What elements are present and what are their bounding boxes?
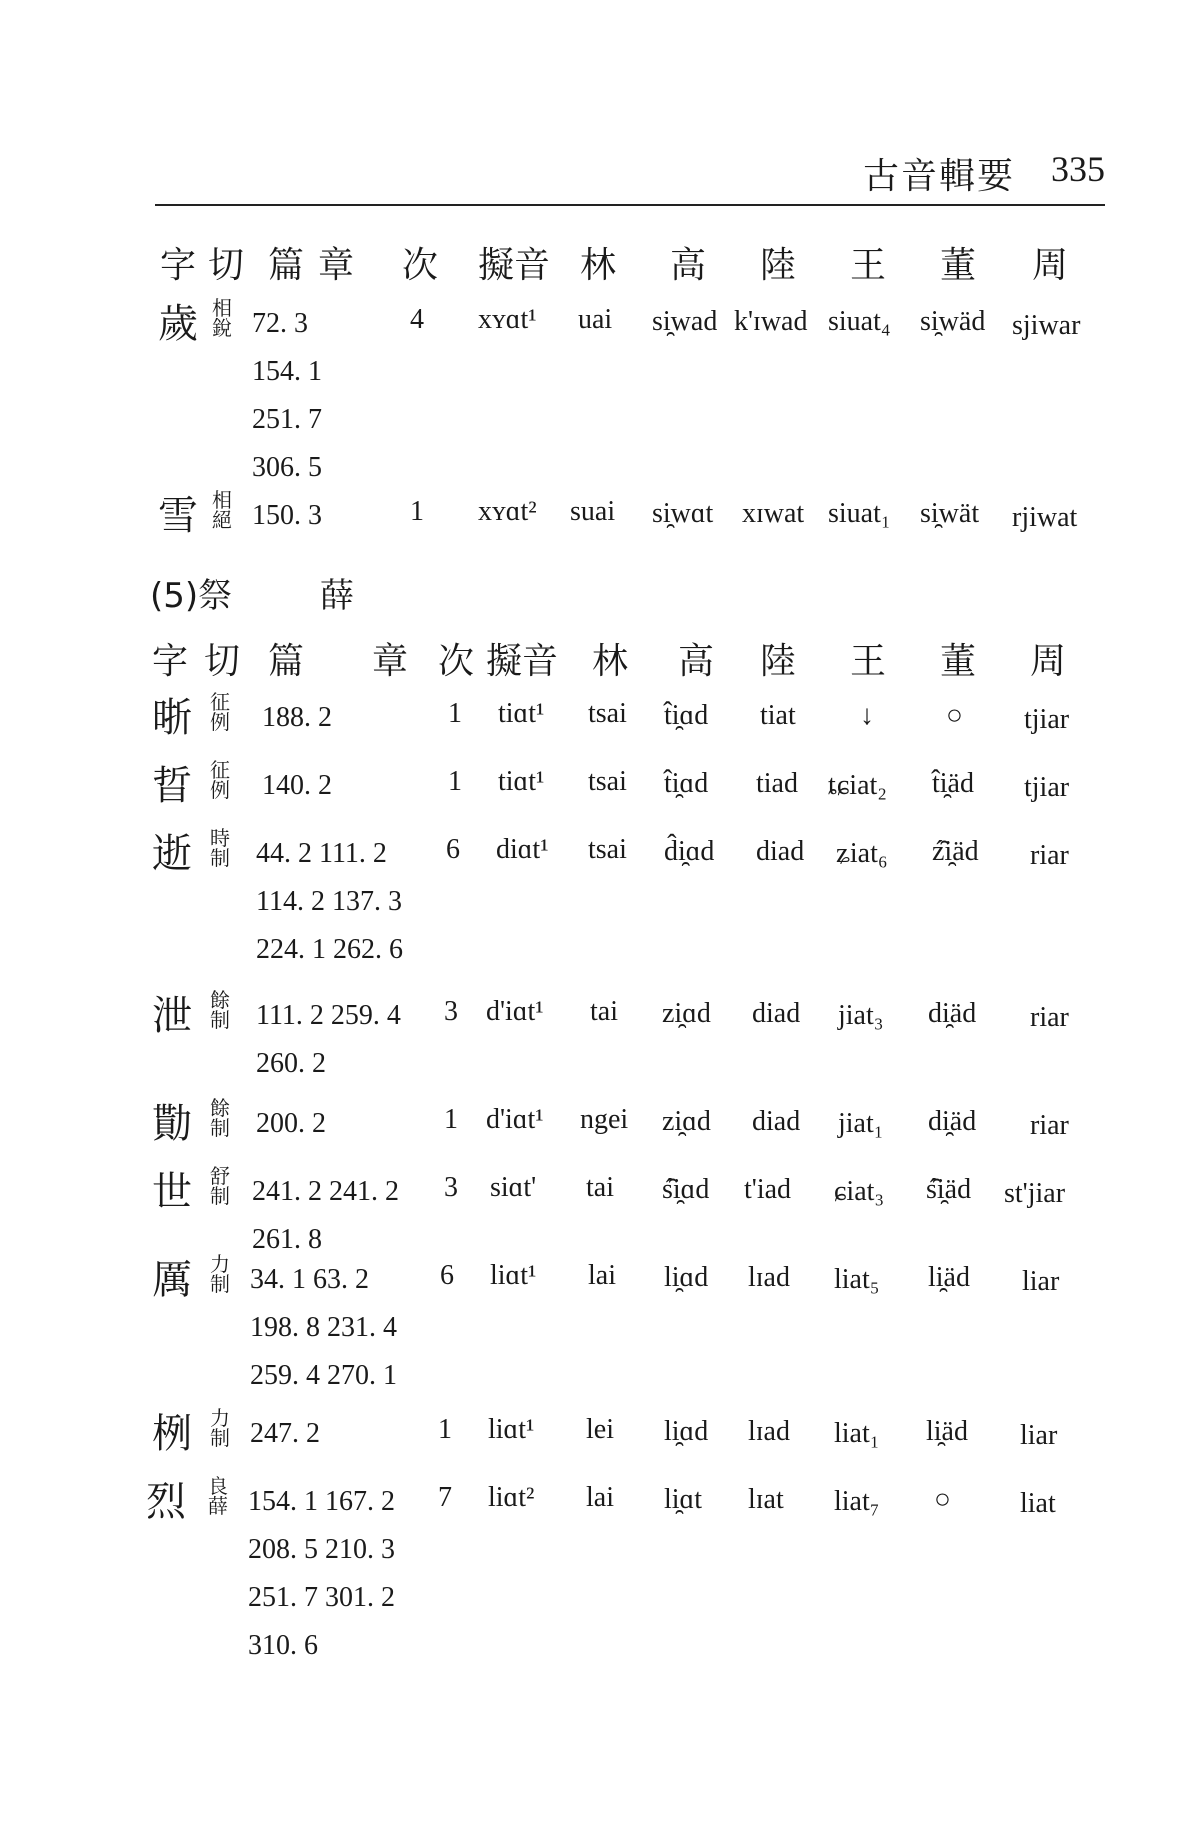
table-row (0, 692, 1200, 742)
table-row (0, 1164, 1200, 1255)
entry-count: 1 (448, 766, 462, 797)
cell-dong: ○ (946, 700, 963, 731)
col-header-lu: 陸 (760, 245, 797, 286)
entry-refs: 247. 2 (250, 1418, 320, 1449)
cell-gao: zi̯ɑd (662, 998, 711, 1029)
cell-gao: t̂i̯ɑd (664, 700, 709, 731)
entry-refs: 44. 2 111. 2 114. 2 137. 3 224. 1 262. 6 (256, 838, 403, 965)
cell-dong: si̯wäd (920, 306, 986, 337)
entry-refs: 34. 1 63. 2 198. 8 231. 4 259. 4 270. 1 (250, 1264, 397, 1391)
entry-count: 1 (448, 698, 462, 729)
entry-fanqie: 力制 (210, 1406, 230, 1450)
entry-fanqie: 力制 (210, 1252, 230, 1296)
table-row (0, 1098, 1200, 1148)
cell-niyin: d'iɑt¹ (486, 1104, 544, 1135)
table-row (0, 1474, 1200, 1661)
cell-dong: li̯äd (926, 1416, 968, 1447)
column-header-row (0, 642, 1200, 692)
column-header-row (0, 246, 1200, 296)
table-row (0, 490, 1200, 540)
cell-zhou: st'jiar (1004, 1178, 1066, 1209)
cell-lu: xɪwat (742, 498, 805, 529)
table-row (0, 988, 1200, 1079)
cell-dong: li̯äd (928, 1262, 970, 1293)
col-header-zhang: 章 (372, 641, 409, 682)
entry-refs: 154. 1 167. 2 208. 5 210. 3 251. 7 301. 2 310. 6 (248, 1486, 395, 1661)
cell-zhou: riar (1030, 840, 1069, 871)
section-label-2: 薛 (320, 576, 354, 616)
cell-lu: k'ɪwad (734, 306, 808, 337)
entry-refs: 111. 2 259. 4 260. 2 (256, 1000, 401, 1079)
entry-count: 3 (444, 1172, 458, 1203)
table-row (0, 1408, 1200, 1458)
entry-refs: 140. 2 (262, 770, 332, 801)
cell-dong: t̂i̯äd (932, 768, 974, 799)
col-header-gao: 高 (678, 641, 715, 682)
cell-niyin: liɑt¹ (488, 1414, 535, 1445)
entry-fanqie: 餘制 (210, 988, 230, 1032)
page-number: 335 (1051, 149, 1105, 189)
entry-char: 雪 (158, 493, 198, 539)
cell-gao: li̯ɑd (664, 1416, 709, 1447)
cell-dong: ś̑i̯äd (926, 1174, 972, 1205)
cell-lin: ngei (580, 1104, 629, 1135)
col-header-lu: 陸 (760, 641, 797, 682)
cell-wang: liat₁ (834, 1418, 880, 1449)
entry-count: 1 (410, 496, 424, 527)
cell-lu: tiat (760, 700, 796, 731)
cell-zhou: tjiar (1024, 772, 1070, 803)
col-header-dong: 董 (940, 641, 977, 682)
cell-zhou: riar (1030, 1002, 1069, 1033)
cell-lin: tsai (588, 698, 627, 729)
entry-fanqie: 舒制 (210, 1164, 230, 1208)
section-heading (150, 568, 354, 617)
entry-char: 泄 (152, 993, 192, 1039)
cell-lin: tai (590, 996, 618, 1027)
entry-char: 烈 (146, 1479, 186, 1525)
cell-dong: di̯äd (928, 998, 977, 1029)
cell-gao: si̯wɑt (652, 498, 714, 529)
cell-lu: tiad (756, 768, 798, 799)
table-row (0, 826, 1200, 965)
cell-lu: t'iad (744, 1174, 792, 1205)
entry-refs: 150. 3 (252, 500, 322, 531)
cell-dong: di̯äd (928, 1106, 977, 1137)
cell-gao: li̯ɑd (664, 1262, 709, 1293)
cell-lu: diad (752, 998, 801, 1029)
col-header-ci: 次 (438, 641, 475, 682)
entry-char: 逝 (152, 831, 192, 877)
cell-dong: ź̑i̯äd (932, 836, 979, 867)
col-header-lin: 林 (580, 245, 617, 286)
cell-zhou: rjiwat (1012, 502, 1078, 533)
cell-lin: tsai (588, 834, 627, 865)
cell-gao: li̯ɑt (664, 1484, 702, 1515)
cell-niyin: liɑt² (488, 1482, 535, 1513)
entry-refs: 188. 2 (262, 702, 332, 733)
cell-lin: suai (570, 496, 616, 527)
entry-char: 世 (152, 1169, 192, 1215)
entry-refs: 72. 3 154. 1 251. 7 306. 5 (252, 308, 322, 483)
cell-gao: ś̑i̯ɑd (662, 1174, 710, 1205)
cell-niyin: liɑt¹ (490, 1260, 537, 1291)
entry-count: 3 (444, 996, 458, 1027)
entry-refs: 200. 2 (256, 1108, 326, 1139)
cell-lin: uai (578, 304, 613, 335)
cell-niyin: xʏɑt¹ (478, 304, 537, 335)
cell-dong: ○ (934, 1484, 951, 1515)
entry-fanqie: 相銳 (212, 296, 232, 340)
cell-zhou: tjiar (1024, 704, 1070, 735)
cell-wang: liat₅ (834, 1264, 880, 1295)
cell-wang: liat₇ (834, 1486, 880, 1517)
cell-niyin: tiɑt¹ (498, 698, 545, 729)
cell-niyin: siɑt' (490, 1172, 537, 1203)
cell-dong: si̯wät (920, 498, 980, 529)
col-header-char: 字 (160, 245, 197, 286)
cell-zhou: riar (1030, 1110, 1069, 1141)
cell-wang: siuat₄ (828, 306, 891, 337)
cell-zhou: liar (1022, 1266, 1060, 1297)
cell-lu: lɪad (748, 1416, 790, 1447)
cell-wang: jiat₁ (838, 1108, 884, 1139)
col-header-dong: 董 (940, 245, 977, 286)
cell-lin: tsai (588, 766, 627, 797)
cell-niyin: xʏɑt² (478, 496, 537, 527)
entry-fanqie: 相絕 (212, 488, 232, 532)
col-header-fanqie: 切 (208, 245, 245, 286)
cell-lin: tai (586, 1172, 614, 1203)
cell-gao: d̂i̯ɑd (664, 836, 715, 867)
cell-wang: ȶɕiat₂ (828, 770, 888, 801)
col-header-zhou: 周 (1030, 641, 1067, 682)
cell-gao: zi̯ɑd (662, 1106, 711, 1137)
cell-lu: lɪat (748, 1484, 784, 1515)
col-header-pian: 篇 (268, 641, 305, 682)
cell-niyin: d'iɑt¹ (486, 996, 544, 1027)
cell-gao: si̯wad (652, 306, 718, 337)
cell-lu: diad (752, 1106, 801, 1137)
col-header-gao: 高 (670, 245, 707, 286)
cell-wang: siuat₁ (828, 498, 891, 529)
entry-fanqie: 餘制 (210, 1096, 230, 1140)
cell-wang: ↓ (860, 700, 874, 731)
entry-fanqie: 時制 (210, 826, 230, 870)
entry-refs: 241. 2 241. 2 261. 8 (252, 1176, 399, 1255)
cell-zhou: liar (1020, 1420, 1058, 1451)
cell-zhou: liat (1020, 1488, 1056, 1519)
cell-lu: diad (756, 836, 805, 867)
cell-lin: lai (588, 1260, 616, 1291)
col-header-zhang: 章 (318, 245, 355, 286)
table-row (0, 1252, 1200, 1391)
page-header (155, 148, 1105, 206)
cell-niyin: diɑt¹ (496, 834, 549, 865)
entry-char: 厲 (152, 1257, 192, 1303)
entry-count: 6 (446, 834, 460, 865)
col-header-pian: 篇 (268, 245, 305, 286)
entry-char: 晢 (152, 763, 192, 809)
entry-char: 晣 (152, 695, 192, 741)
section-label: (5)祭 (150, 576, 233, 616)
header-title: 古音輯要 (862, 156, 1015, 197)
col-header-fanqie: 切 (204, 641, 241, 682)
col-header-niyin: 擬音 (486, 641, 559, 682)
col-header-zhou: 周 (1032, 245, 1069, 286)
col-header-wang: 王 (850, 641, 887, 682)
col-header-wang: 王 (850, 245, 887, 286)
col-header-lin: 林 (592, 641, 629, 682)
cell-niyin: tiɑt¹ (498, 766, 545, 797)
entry-count: 7 (438, 1482, 452, 1513)
entry-fanqie: 征例 (210, 758, 230, 802)
cell-wang: jiat₃ (838, 1000, 884, 1031)
entry-count: 1 (444, 1104, 458, 1135)
entry-count: 1 (438, 1414, 452, 1445)
cell-wang: ʑiat₆ (836, 838, 888, 869)
cell-wang: ɕiat₃ (834, 1176, 885, 1207)
entry-fanqie: 良薛 (208, 1474, 228, 1518)
cell-gao: t̂i̯ɑd (664, 768, 709, 799)
col-header-ci: 次 (402, 245, 439, 286)
table-row (0, 296, 1200, 483)
col-header-char: 字 (152, 641, 189, 682)
entry-char: 勩 (152, 1101, 192, 1147)
col-header-niyin: 擬音 (478, 245, 551, 286)
entry-count: 4 (410, 304, 424, 335)
entry-fanqie: 征例 (210, 690, 230, 734)
cell-lu: lɪad (748, 1262, 790, 1293)
table-row (0, 760, 1200, 810)
entry-char: 歲 (158, 301, 198, 347)
cell-zhou: sjiwar (1012, 310, 1081, 341)
cell-lin: lei (586, 1414, 614, 1445)
entry-count: 6 (440, 1260, 454, 1291)
entry-char: 栵 (152, 1411, 192, 1457)
cell-lin: lai (586, 1482, 614, 1513)
